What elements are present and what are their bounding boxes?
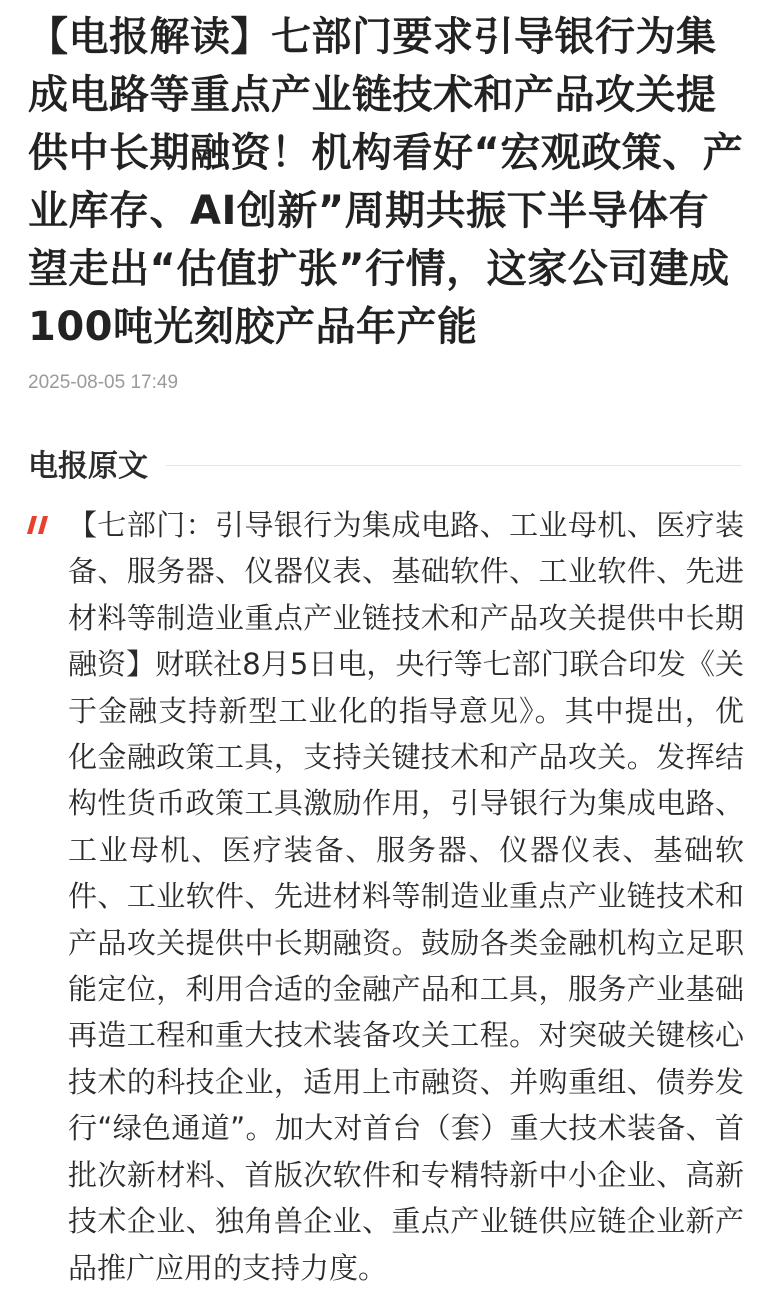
section-header <box>28 440 742 486</box>
section-divider <box>166 465 742 466</box>
article-title: 【电报解读】七部门要求引导银行为集成电路等重点产业链技术和产品攻关提供中长期融资！机构看好“宏观政策、产业库存、AI创新”周期共振下半导体有望走出“估值扩张”行情，这家公司建成100吨光刻胶产品年产能 <box>28 14 744 350</box>
section-title: 电报原文 <box>28 449 148 484</box>
quote-slash-icon <box>26 512 50 538</box>
publish-timestamp: 2025-08-05 17:49 <box>28 372 179 393</box>
telegraph-body-text: 【七部门：引导银行为集成电路、工业母机、医疗装备、服务器、仪器仪表、基础软件、工业软件、先进材料等制造业重点产业链技术和产品攻关提供中长期融资】财联社8月5日电，央行等七部门联合印发《关于金融支持新型工业化的指导意见》。其中提出，优化金融政策工具，支持关键技术和产品攻关。发挥结构性货币政策工具激励作用，引导银行为集成电路、工业母机、医疗装备、服务器、仪器仪表、基础软件、工业软件、先进材料等制造业重点产业链技术和产品攻关提供中长期融资。鼓励各类金融机构立足职能定位，利用合适的金融产品和工具，服务产业基础再造工程和重大技术装备攻关工程。对突破关键核心技术的科技企业，适用上市融资、并购重组、债券发行“绿色通道”。加大对首台（套）重大技术装备、首批次新材料、首版次软件和专精特新中小企业、高新技术企业、独角兽企业、重点产业链供应链企业新产品推广应用的支持力度。 <box>68 508 744 1285</box>
